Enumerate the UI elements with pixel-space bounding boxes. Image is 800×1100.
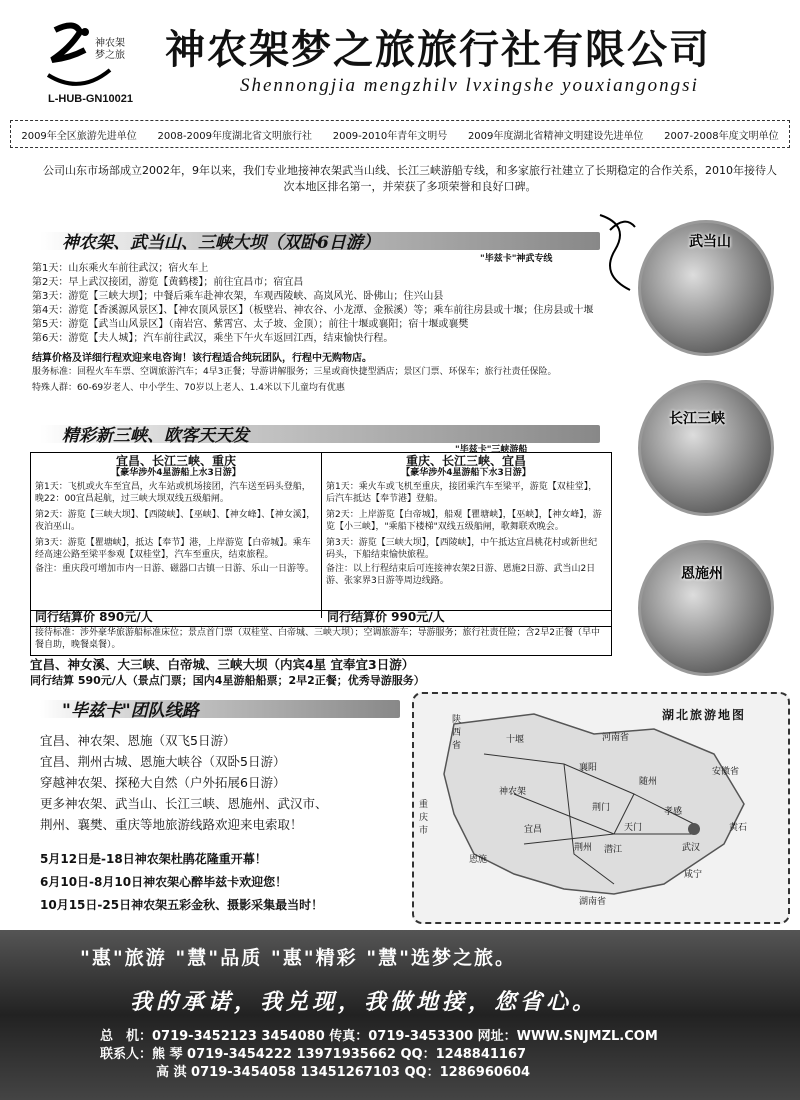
route1-special: 特殊人群：60-69岁老人、中小学生、70岁以上老人、1.4米以下儿童均有优惠 (32, 383, 345, 393)
route1-itinerary (32, 262, 607, 395)
circle-label: 恩施州 (681, 566, 723, 582)
honor-item: 2007-2008年度文明单位 (664, 130, 779, 142)
map-label: 重庆市 (419, 800, 429, 836)
combo-line: 宜昌、神女溪、大三峡、白帝城、三峡大坝（内宾4星 宜奉宜3日游） (30, 657, 415, 672)
cruise-right-day: 第3天：游览【三峡大坝】，【西陵峡】，中午抵达宜昌桃花村或新世纪码头，下船结束愉快旅程。 (326, 538, 598, 560)
hubei-tourism-map (412, 692, 790, 924)
promo-item: 10月15日-25日神农架五彩金秋、摄影采集最当时！ (40, 898, 324, 912)
cruise-left-day: 第1天：飞机或火车至宜昌，火车站或机场接团，汽车送至码头登船，晚22：00宜昌起航，过三峡大坝双线五级船闸。 (35, 482, 311, 504)
contact-info (100, 1028, 658, 1082)
map-label: 十堰 (506, 735, 525, 745)
route1-day: 第1天：山东乘火车前往武汉；宿火车上 (32, 263, 209, 274)
route1-day: 第2天：早上武汉接团，游览【黄鹤楼】；前往宜昌市；宿宜昌 (32, 277, 304, 288)
contact-row: 总 机：0719-3452123 3454080 传真：0719-3453300 网址：WWW.SNJMZL.COM (100, 1029, 658, 1044)
cruise-service: 接待标准：涉外豪华旅游船标准床位；景点首门票（双桂堂、白帝城、三峡大坝）；空调旅游车；导游服务；旅行社责任险；含2早2正餐（早中餐自助，晚餐桌餐）。 (31, 626, 611, 651)
cruise-left-day: 第3天：游览【瞿塘峡】，抵达【奉节】港，上岸游览【白帝城】。乘车经高速公路至梁平参观【双桂堂】，汽车至重庆，结束旅程。 (35, 538, 311, 560)
cruise-downstream (322, 453, 610, 618)
map-title: 湖北旅游地图 (662, 708, 747, 722)
license-number: L-HUB-GN10021 (48, 93, 133, 105)
map-label: 宜昌 (524, 825, 543, 835)
route1-service: 服务标准：回程火车车票、空调旅游汽车；4早3正餐；导游讲解服务；三星或商快捷型酒店；景区门票、环保车；旅行社责任保险。 (32, 367, 557, 377)
route1-day: 第5天：游览【武当山风景区】（南岩宫、紫霄宫、太子坡、金顶）；前往十堰或襄阳；宿十堰或襄樊 (32, 319, 469, 330)
map-label: 恩施 (469, 855, 488, 865)
cruise-upstream (31, 453, 322, 618)
cruise-right-day: 第1天：乘火车或飞机至重庆，接团乘汽车至梁平，游览【双桂堂】，后汽车抵达【奉节港】登船。 (326, 482, 598, 504)
photo-enshi (638, 540, 774, 676)
team-route: 更多神农架、武当山、长江三峡、恩施州、武汉市、 (40, 796, 328, 811)
map-label: 咸宁 (684, 870, 703, 880)
honors-bar (10, 120, 790, 148)
route1-day: 第3天：游览【三峡大坝】；中餐后乘车赴神农架，车观西陵峡、高岚风光、卧佛山；住兴山县 (32, 291, 444, 302)
map-label: 神农架 (499, 787, 527, 797)
team-route: 宜昌、荆州古城、恩施大峡谷（双卧5日游） (40, 754, 286, 769)
logo-text-2: 梦之旅 (95, 50, 125, 61)
honor-item: 2009年度湖北省精神文明建设先进单位 (467, 130, 644, 142)
honor-item: 2008-2009年度湖北省文明旅行社 (157, 130, 313, 142)
circle-label: 武当山 (689, 234, 731, 250)
map-label: 黄石 (729, 823, 748, 833)
promo-item: 6月10日-8月10日神农架心醉毕兹卡欢迎您！ (40, 875, 288, 889)
contact-row: 高 淇 0719-3454058 13451267103 QQ：1286960604 (156, 1065, 531, 1080)
honor-item: 2009-2010年青年文明号 (332, 130, 448, 142)
route2-title: 精彩新三峡、欧客天天发 (62, 426, 249, 446)
map-label: 河南省 (602, 733, 630, 743)
promo-list (40, 848, 410, 917)
team-title: "毕兹卡"团队线路 (62, 701, 199, 721)
team-route: 荆州、襄樊、重庆等地旅游线路欢迎来电索取！ (40, 817, 303, 832)
team-routes (40, 730, 410, 835)
map-label: 随州 (639, 777, 658, 787)
map-label: 湖南省 (579, 897, 607, 907)
cruise-left-sub: 【豪华涉外4星游船上水3日游】 (111, 468, 241, 478)
cruise-left-head: 宜昌、长江三峡、重庆 (115, 454, 236, 468)
company-name: 神农架梦之旅旅行社有限公司 (165, 27, 711, 73)
team-route: 宜昌、神农架、恩施（双飞5日游） (40, 733, 236, 748)
map-label: 潜江 (604, 845, 623, 855)
map-label: 天门 (624, 823, 643, 833)
team-route: 穿越神农架、探秘大自然（户外拓展6日游） (40, 775, 286, 790)
combo-price: 同行结算 590元/人（景点门票；国内4星游船船票；2早2正餐；优秀导游服务） (30, 674, 425, 687)
map-label: 襄阳 (579, 763, 598, 773)
contact-row: 联系人：熊 琴 0719-3454222 13971935662 QQ：1248841167 (100, 1047, 527, 1062)
honor-item: 2009年全区旅游先进单位 (21, 130, 137, 142)
cruise-table (30, 452, 612, 656)
map-label: 武汉 (682, 843, 701, 853)
route1-note: 结算价格及详细行程欢迎来电咨询！该行程适合纯玩团队，行程中无购物店。 (32, 353, 372, 364)
map-label: 荆州 (574, 843, 593, 853)
cruise-right-head: 重庆、长江三峡、宜昌 (405, 454, 526, 468)
map-label: 陕西省 (452, 715, 462, 751)
map-label: 荆门 (592, 803, 611, 813)
route1-tag: "毕兹卡"神武专线 (480, 254, 553, 264)
cruise-right-day: 第2天：上岸游览【白帝城】，船观【瞿塘峡】，【巫峡】，【神女峰】，游览【小三峡】，"乘船下楼梯"双线五级船闸，歌舞联欢晚会。 (326, 510, 602, 532)
company-pinyin: Shennongjia mengzhilv lvxingshe youxiangongsi (240, 75, 699, 96)
wuhan-marker (688, 823, 700, 835)
route1-day: 第6天：游览【夫人城】；汽车前往武汉，乘坐下午火车返回江西，结束愉快行程。 (32, 333, 394, 344)
company-intro: 公司山东市场部成立2002年，9年以来，我们专业地接神农架武当山线、长江三峡游船专线，和多家旅行社建立了长期稳定的合作关系，2010年接待人次本地区排名第一，并荣获了多项荣誉和良好口碑。 (43, 164, 777, 193)
slogan-line2: 我的承诺，我兑现，我做地接，您省心。 (130, 989, 599, 1015)
route2-tag: "毕兹卡"三峡游船 (455, 445, 528, 455)
promo-item: 5月12日是-18日神农架杜鹃花隆重开幕！ (40, 852, 267, 866)
circle-label: 长江三峡 (669, 411, 725, 427)
photo-wudangshan (638, 220, 774, 356)
cruise-left-price: 同行结算价 890元/人 (35, 610, 153, 624)
route1-title: 神农架、武当山、三峡大坝（双卧6日游） (62, 233, 380, 253)
cruise-left-day: 第2天：游览【三峡大坝】、【西陵峡】、【巫峡】、【神女峰】、【神女溪】，夜泊巫山。 (35, 510, 316, 532)
map-label: 孝感 (664, 807, 683, 817)
logo-text-1: 神农架 (95, 38, 125, 49)
cruise-price-row (31, 610, 611, 626)
map-label: 安徽省 (712, 767, 740, 777)
cruise-right-price: 同行结算价 990元/人 (327, 610, 445, 624)
cruise-right-extra: 备注：以上行程结束后可连接神农架2日游、恩施2日游、武当山2日游、张家界3日游等周边线路。 (326, 564, 596, 586)
cruise-left-extra: 备注：重庆段可增加市内一日游、磁器口古镇一日游、乐山一日游等。 (35, 564, 315, 574)
slogan-line1: "惠"旅游 "慧"品质 "惠"精彩 "慧"选梦之旅。 (80, 947, 517, 969)
route1-day: 第4天：游览【香溪源风景区】、【神农顶风景区】（板壁岩、神农谷、小龙潭、金猴溪）等；乘车前往房县或十堰；住房县或十堰 (32, 305, 594, 316)
cruise-right-sub: 【豪华涉外4星游船下水3日游】 (401, 468, 531, 478)
photo-three-gorges (638, 380, 774, 516)
